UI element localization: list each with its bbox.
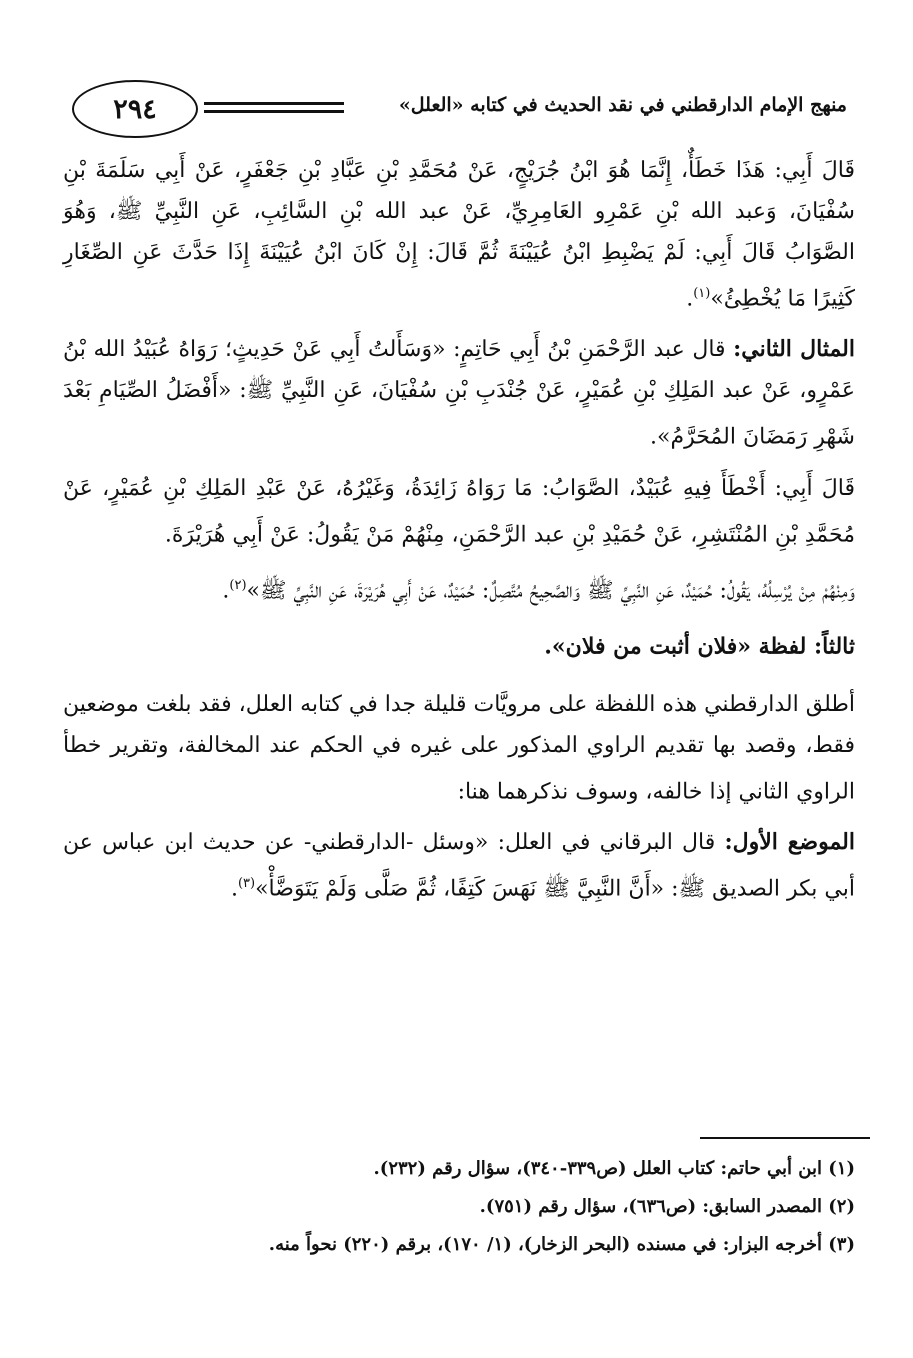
paragraph-text: قَالَ أَبِي: هَذَا خَطَأٌ، إِنَّمَا هُوَ ابْنُ جُرَيْجٍ، عَنْ مُحَمَّدِ بْنِ عَبَّادِ بْنِ جَعْفَرٍ، عَنْ أَبِي سَلَمَةَ بْنِ سُفْيَانَ، وَعبد الله بْنِ عَمْرِو العَامِرِيِّ، عَنْ عبد الله بْنِ السَّائِبِ، عَنِ النَّبِيِّ ﷺ، وَهُوَ الصَّوَابُ قَالَ أَبِي: لَمْ يَضْبِطِ ابْنُ عُيَيْنَةَ ثُمَّ قَالَ: إِنْ كَانَ ابْنُ عُيَيْنَةَ إِذَا حَدَّثَ عَنِ الصِّغَارِ كَثِيرًا مَا يُخْطِئُ» bbox=[63, 158, 855, 312]
paragraph-lead: الموضع الأول: bbox=[724, 828, 856, 855]
section-heading bbox=[63, 621, 855, 667]
paragraph-1: قَالَ أَبِي: هَذَا خَطَأٌ، إِنَّمَا هُوَ ابْنُ جُرَيْجٍ، عَنْ مُحَمَّدِ بْنِ عَبَّادِ بْنِ جَعْفَرٍ، عَنْ أَبِي سَلَمَةَ بْنِ سُفْيَانَ، وَعبد الله بْنِ عَمْرِو العَامِرِيِّ، عَنْ عبد الله بْنِ السَّائِبِ، عَنِ النَّبِيِّ ﷺ، وَهُوَ الصَّوَابُ قَالَ أَبِي: لَمْ يَضْبِطِ ابْنُ عُيَيْنَةَ ثُمَّ قَالَ: إِنْ كَانَ ابْنُ عُيَيْنَةَ إِذَا حَدَّثَ عَنِ الصِّغَارِ كَثِيرًا مَا يُخْطِئُ»$^{(١)}$. bbox=[63, 158, 855, 312]
paragraph-text: قال عبد الرَّحْمَنِ بْنُ أَبِي حَاتِمٍ: «وَسَأَلتُ أَبِي عَنْ حَدِيثٍ؛ رَوَاهُ عُبَيْدُ الله بْنُ عَمْرٍو، عَنْ عبد المَلِكِ بْنِ عُمَيْرٍ، عَنْ جُنْدَبِ بْنِ سُفْيَانَ، عَنِ النَّبِيِّ ﷺ: «أَفْضَلُ الصِّيَامِ بَعْدَ شَهْرِ رَمَضَانَ المُحَرَّمُ». bbox=[63, 337, 855, 450]
footnotes bbox=[63, 1150, 855, 1264]
footnote-ref: (٢) bbox=[229, 577, 247, 593]
paragraph-lead: المثال الثاني: bbox=[733, 336, 855, 363]
footnote-2: (٢) المصدر السابق: (ص٦٣٦)، سؤال رقم (٧٥١). bbox=[479, 1196, 855, 1217]
paragraph-text: وَمِنْهُمْ مِنْ يُرْسِلُهُ، يَقُولُ: حُمَيْدٌ، عَنِ النَّبِيِّ ﷺ وَالصَّحِيحُ مُتَّصِلٌ: حُمَيْدٌ، عَنْ أَبِي هُرَيْرَةَ، عَنِ النَّبِيِّ ﷺ» bbox=[246, 578, 855, 604]
paragraph-text: قال البرقاني في العلل: «وسئل -الدارقطني- عن حديث ابن عباس عن أبي بكر الصديق ﷺ: «أَنَّ النَّبِيَّ ﷺ نَهَسَ كَتِفًا، ثُمَّ صَلَّى وَلَمْ يَتَوَضَّأْ» bbox=[63, 829, 855, 902]
paragraph-text: أطلق الدارقطني هذه اللفظة على مرويَّات قليلة جدا في كتابه العلل، فقد بلغت موضعين فقط، وقصد بها تقديم الراوي المذكور على غيره في الحكم عند المخالفة، وتقرير خطأ الراوي الثاني إذا خالفه، وسوف نذكرهما هنا: bbox=[63, 691, 855, 804]
header-rule-top bbox=[204, 102, 344, 105]
paragraph-5 bbox=[63, 684, 855, 812]
paragraph-3 bbox=[63, 468, 855, 555]
footnote-ref: (٣) bbox=[237, 875, 256, 891]
paragraph-text: قَالَ أَبِي: أَخْطَأَ فِيهِ عُبَيْدٌ، الصَّوَابُ: مَا رَوَاهُ زَائِدَةُ، وَغَيْرُهُ، عَنْ عَبْدِ المَلِكِ بْنِ عُمَيْرٍ، عَنْ مُحَمَّدِ بْنِ المُنْتَشِرِ، عَنْ حُمَيْدِ بْنِ عبد الرَّحْمَنِ، مِنْهُمْ مَنْ يَقُولُ: عَنْ أَبِي هُرَيْرَةَ. bbox=[63, 475, 856, 547]
section-heading-text: ثالثاً: لفظة «فلان أثبت من فلان». bbox=[544, 633, 855, 660]
main-text bbox=[63, 150, 855, 919]
paragraph-6: الموضع الأول: قال البرقاني في العلل: «وسئل -الدارقطني- عن حديث ابن عباس عن أبي بكر الصديق ﷺ: «أَنَّ النَّبِيَّ ﷺ نَهَسَ كَتِفًا، ثُمَّ صَلَّى وَلَمْ يَتَوَضَّأْ»$^{(٣)}$. bbox=[63, 828, 856, 902]
footnote-3: (٣) أخرجه البزار: في مسنده (البحر الزخار)، (١/ ١٧٠)، برقم (٢٢٠) نحواً منه. bbox=[268, 1234, 855, 1255]
paragraph-4: وَمِنْهُمْ مِنْ يُرْسِلُهُ، يَقُولُ: حُمَيْدٌ، عَنِ النَّبِيِّ ﷺ وَالصَّحِيحُ مُتَّصِلٌ: حُمَيْدٌ، عَنْ أَبِي هُرَيْرَةَ، عَنِ النَّبِيِّ ﷺ»$^{(٢)}$. bbox=[222, 577, 855, 604]
header-rule-bottom bbox=[204, 110, 344, 113]
running-title: منهج الإمام الدارقطني في نقد الحديث في كتابه «العلل» bbox=[398, 94, 847, 116]
page-header bbox=[72, 80, 847, 142]
footnote-separator bbox=[700, 1137, 870, 1139]
footnote-1: (١) ابن أبي حاتم: كتاب العلل (ص٣٣٩-٣٤٠)، سؤال رقم (٢٣٢). bbox=[373, 1158, 855, 1179]
page-number: ٢٩٤ bbox=[72, 80, 198, 138]
paragraph-2 bbox=[63, 329, 855, 457]
footnote-ref: (١) bbox=[693, 286, 711, 301]
